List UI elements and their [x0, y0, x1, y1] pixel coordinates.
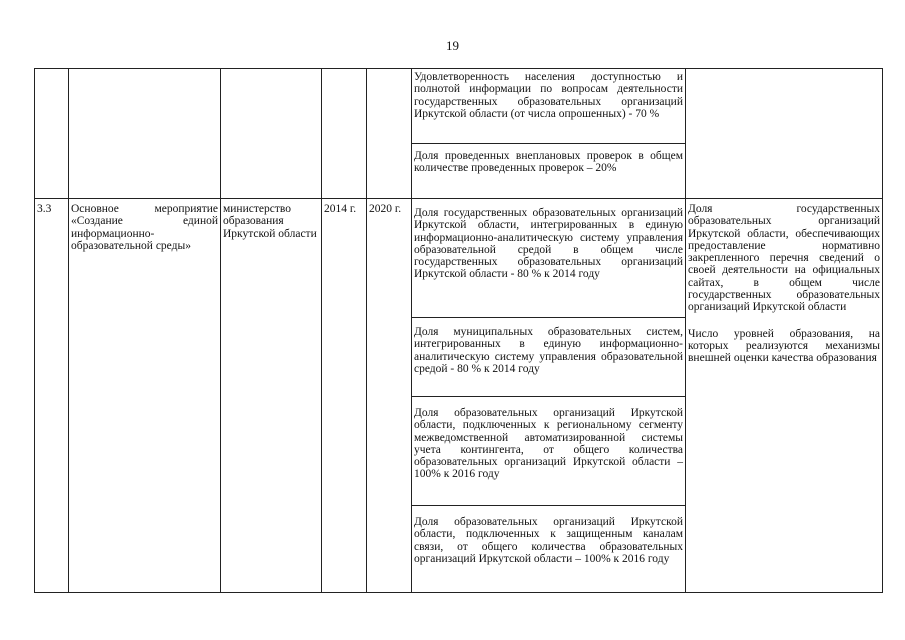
table-row	[35, 69, 883, 144]
end-year: 2020 г.	[367, 199, 412, 593]
activity-name: Основное мероприятие «Создание единой информационно-образовательной среды»	[69, 199, 221, 593]
spacer	[688, 314, 880, 328]
page-number: 19	[446, 38, 459, 53]
indicator-cell: Доля государственных образовательных организаций Иркутской области, интегрированных в единую информационно-аналитическую систему управления образовательной средой в общем числе государственных образовательных организаций Иркутской области - 80 % к 2014 году	[412, 199, 686, 318]
program-indicator: Число уровней образования, на которых реализуются механизмы внешней оценки качества образования	[688, 327, 880, 365]
indicator-cell: Доля образовательных организаций Иркутской области, подключенных к защищенным каналам связи, от общего количества образовательных организаций Иркутской области – 100% к 2016 году	[412, 506, 686, 593]
cell-end-empty	[367, 69, 412, 199]
indicator-cell: Доля проведенных внеплановых проверок в общем количестве проведенных проверок – 20%	[412, 144, 686, 199]
cell-activity-empty	[69, 69, 221, 199]
cell-executor-empty	[221, 69, 322, 199]
table-row	[35, 199, 883, 318]
indicator-cell: Удовлетворенность населения доступностью и полнотой информации по вопросам деятельности государственных образовательных организаций Иркутской области (от числа опрошенных) - 70 %	[412, 69, 686, 144]
program-indicators-cell	[686, 199, 883, 593]
cell-number-empty	[35, 69, 69, 199]
program-indicator: Доля государственных образовательных организаций Иркутской области, обеспечивающих предоставление нормативно закрепленного перечня сведений о своей деятельности на официальных сайтах, в общем числе государственных образовательных организаций Иркутской области	[688, 203, 880, 314]
cell-start-empty	[322, 69, 367, 199]
row-number: 3.3	[35, 199, 69, 593]
cell-program-indicator-empty	[686, 69, 883, 199]
indicator-cell: Доля муниципальных образовательных систем, интегрированных в единую информационно-аналитическую систему управления образовательной средой - 80 % к 2014 году	[412, 318, 686, 397]
indicator-cell: Доля образовательных организаций Иркутской области, подключенных к региональному сегменту межведомственной автоматизированной системы учета контингента, от общего количества образовательных организаций Иркутской области – 100% к 2016 году	[412, 397, 686, 506]
program-activities-table	[34, 68, 883, 593]
start-year: 2014 г.	[322, 199, 367, 593]
executor-name: министерство образования Иркутской области	[221, 199, 322, 593]
